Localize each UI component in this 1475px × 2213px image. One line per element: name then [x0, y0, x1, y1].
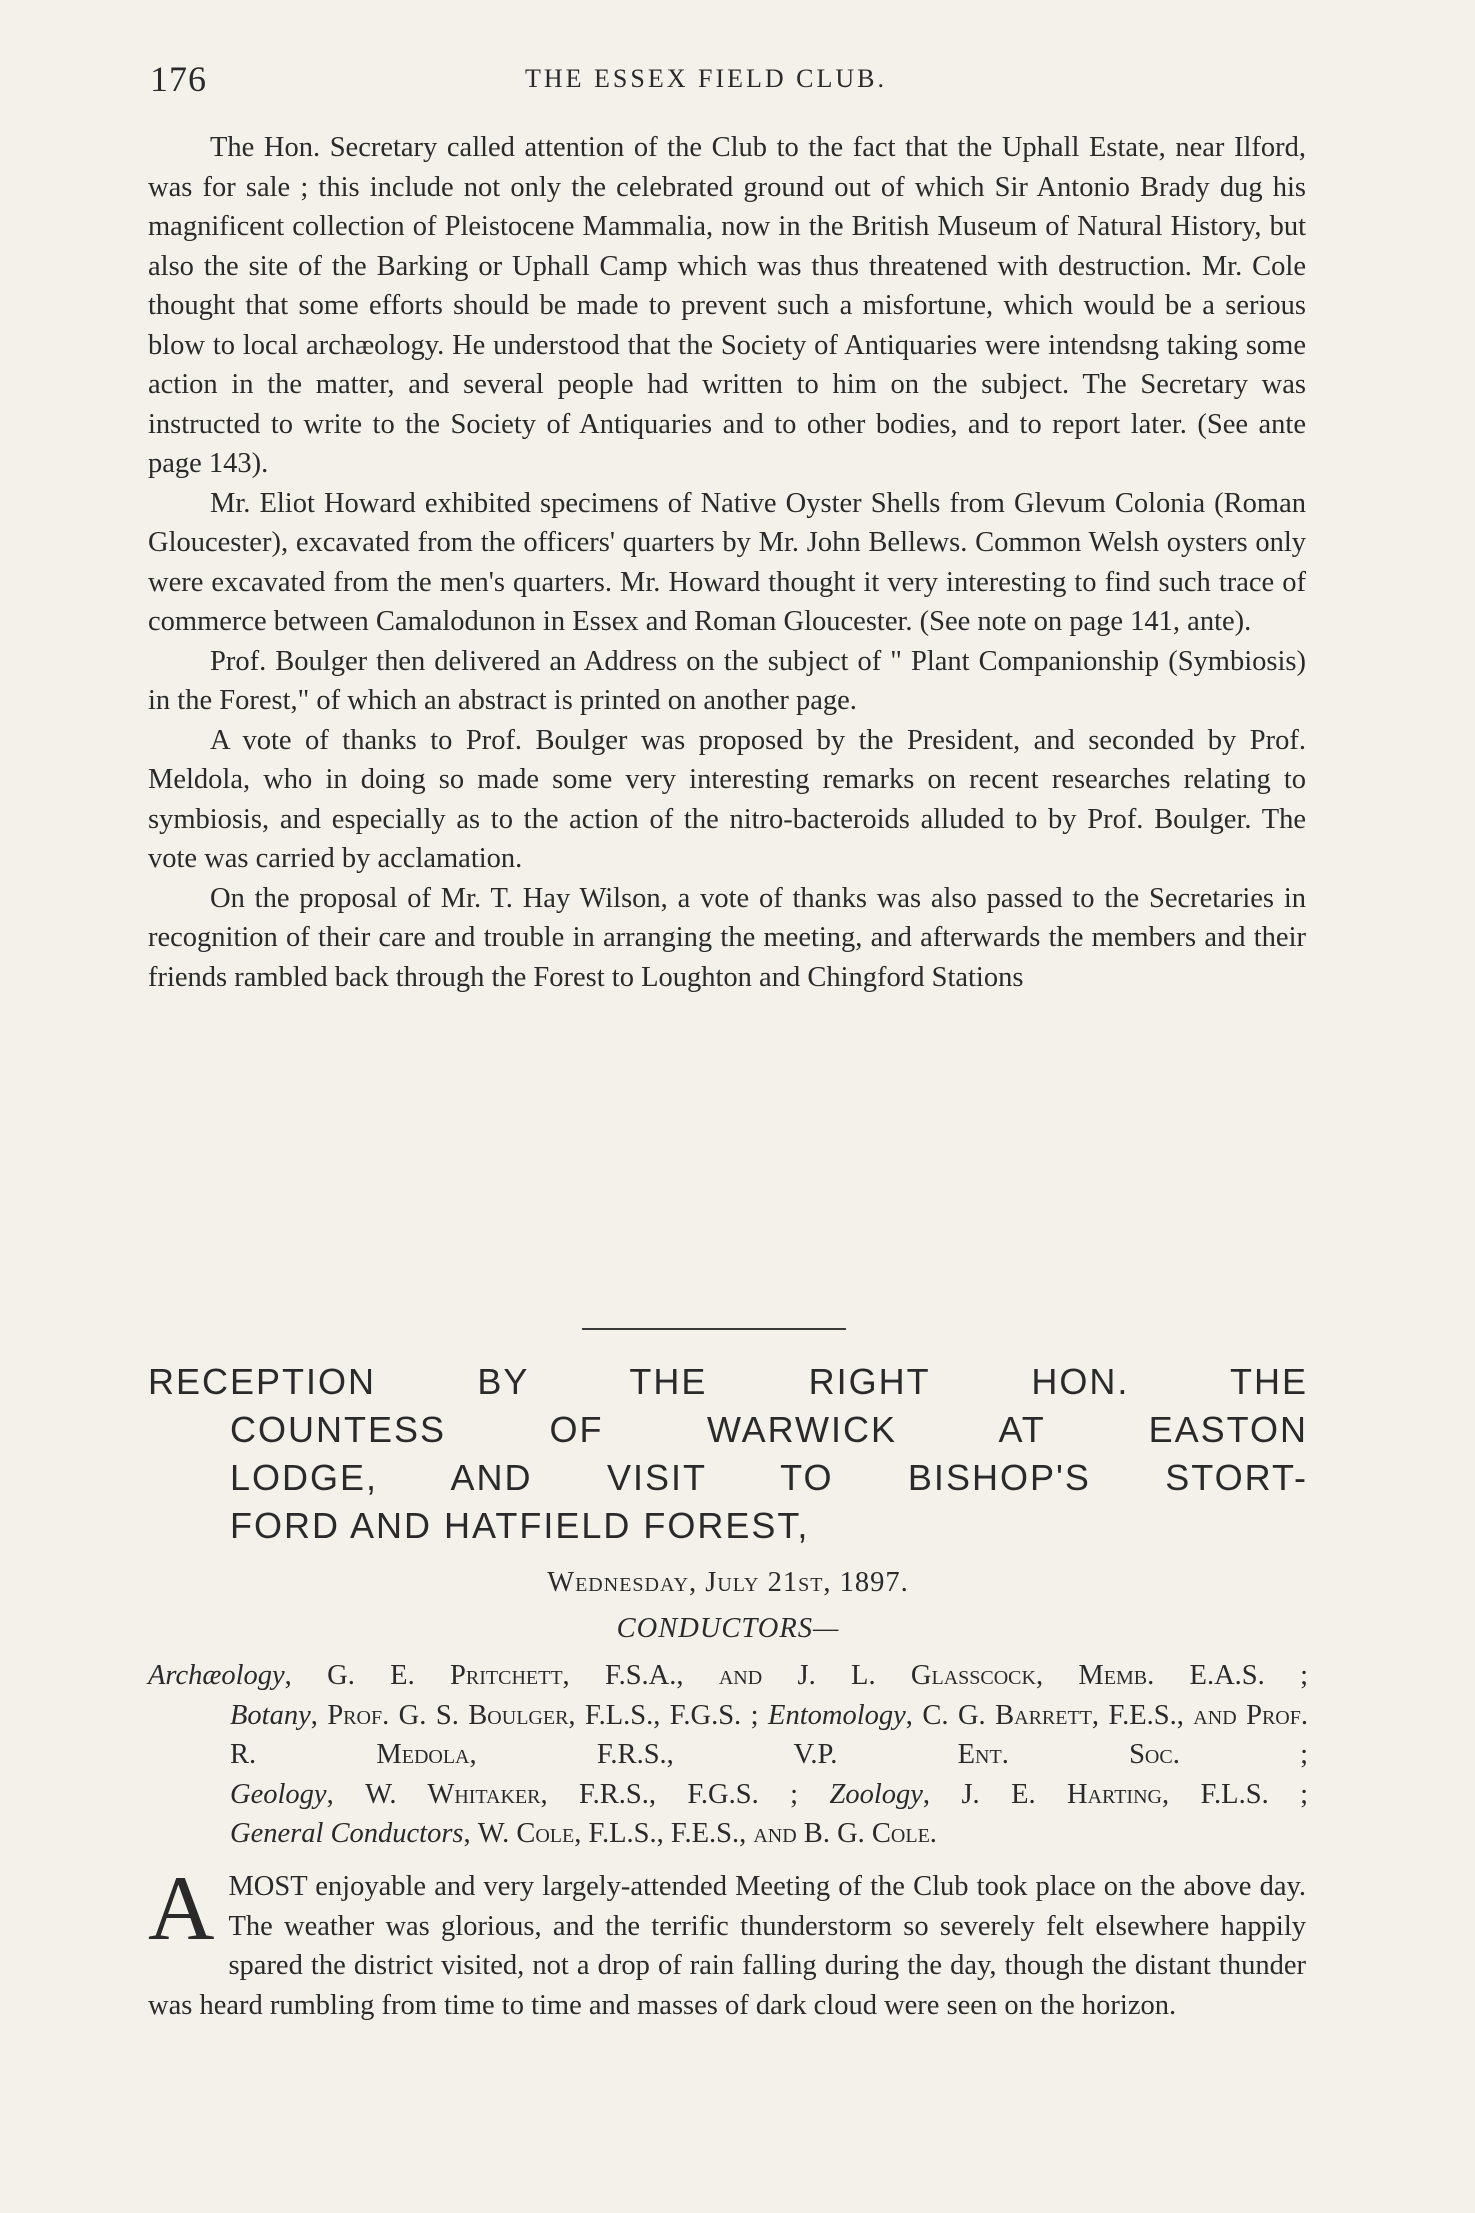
page-number: 176	[150, 59, 207, 99]
conductor-field: Archæology	[148, 1660, 285, 1691]
conductor-names: Prof. G. S. Boulger, F.L.S., F.G.S. ;	[327, 1699, 759, 1731]
opening-text: MOST enjoyable and very largely-attended Meeting of the Club took place on the above day. The weather was glorious, and the terrific thunderstorm so severely felt elsewhere happily spared the district visited, not a drop of rain falling during the day, though the distant thunder was heard rumbling from time to time and masses of dark cloud were seen on the horizon.	[148, 1871, 1306, 2021]
drop-cap: A	[148, 1857, 215, 1959]
conductor-names: C. G. Barrett, F.E.S., and Prof. R. Medola, F.R.S., V.P. Ent. Soc. ;	[230, 1699, 1308, 1770]
paragraph-uphall-estate: The Hon. Secretary called attention of the Club to the fact that the Uphall Estate, near Ilford, was for sale ; this include not only the celebrated ground out of which Sir Antonio Brady dug his magnificent collection of Pleistocene Mammalia, now in the British Museum of Natural History, but also the site of the Barking or Uphall Camp which was thus threatened with destruction. Mr. Cole thought that some efforts should be made to prevent such a misfortune, which would be a serious blow to local archæology. He understood that the Society of Antiquaries were intendsng taking some action in the matter, and several people had written to him on the subject. The Secretary was instructed to write to the Society of Antiquaries and to other bodies, and to report later. (See ante page 143).	[148, 132, 1306, 479]
conductors-list	[148, 1656, 1308, 1854]
paragraph-boulger-address: Prof. Boulger then delivered an Address on the subject of " Plant Companionship (Symbiosis) in the Forest," of which an abstract is printed on another page.	[148, 645, 1306, 716]
conductor-field: General Conductors	[230, 1818, 464, 1849]
paragraph-vote-of-thanks: A vote of thanks to Prof. Boulger was proposed by the President, and seconded by Prof. Meldola, who in doing so made some very interesting remarks on recent researches relating to symbiosis, and especially as to the action of the nitro-bacteroids alluded to by Prof. Boulger. The vote was carried by acclamation.	[148, 724, 1306, 874]
conductors-line: Botany, Prof. G. S. Boulger, F.L.S., F.G.S. ; Entomology, C. G. Barrett, F.E.S., and Prof. R. Medola, F.R.S., V.P. Ent. Soc. ;	[230, 1699, 1308, 1770]
conductor-names: G. E. Pritchett, F.S.A., and J. L. Glasscock, Memb. E.A.S. ;	[327, 1660, 1309, 1691]
running-header	[150, 58, 1310, 108]
conductor-field: Geology	[230, 1778, 327, 1810]
heading-line: RECEPTION BY THE RIGHT HON. THE	[148, 1361, 1308, 1402]
conductors-line: General Conductors, W. Cole, F.L.S., F.E.S., and B. G. Cole.	[230, 1818, 937, 1849]
minutes-text	[148, 128, 1306, 997]
section-divider	[582, 1328, 846, 1330]
heading-line: COUNTESS OF WARWICK AT EASTON	[230, 1409, 1308, 1450]
section-heading	[148, 1358, 1308, 1550]
conductor-names: W. Cole, F.L.S., F.E.S., and B. G. Cole.	[477, 1818, 937, 1849]
conductor-field: Entomology	[768, 1699, 906, 1731]
conductor-names: J. E. Harting, F.L.S. ;	[961, 1778, 1309, 1810]
conductors-title: CONDUCTORS—	[616, 1613, 840, 1644]
heading-line: FORD AND HATFIELD FOREST,	[230, 1505, 810, 1546]
conductors-line: Archæology, G. E. Pritchett, F.S.A., and J. L. Glasscock, Memb. E.A.S. ;	[148, 1660, 1309, 1691]
conductor-field: Zoology	[829, 1778, 923, 1810]
conductor-names: W. Whitaker, F.R.S., F.G.S. ;	[365, 1778, 799, 1810]
paragraph-oyster-shells: Mr. Eliot Howard exhibited specimens of Native Oyster Shells from Glevum Colonia (Roman Gloucester), excavated from the officers' quarters by Mr. John Bellews. Common Welsh oysters only were excavated from the men's quarters. Mr. Howard thought it very interesting to find such trace of commerce between Camalodunon in Essex and Roman Gloucester. (See note on page 141, ante).	[148, 487, 1306, 637]
meeting-date: Wednesday, July 21st, 1897.	[547, 1567, 909, 1598]
journal-title: THE ESSEX FIELD CLUB.	[525, 64, 887, 93]
conductor-field: Botany	[230, 1699, 311, 1731]
conductors-line: Geology, W. Whitaker, F.R.S., F.G.S. ; Zoology, J. E. Harting, F.L.S. ;	[230, 1778, 1309, 1810]
paragraph-secretaries-thanks: On the proposal of Mr. T. Hay Wilson, a vote of thanks was also passed to the Secretaries in recognition of their care and trouble in arranging the meeting, and afterwards the members and their friends rambled back through the Forest to Loughton and Chingford Stations	[148, 882, 1306, 993]
opening-paragraph	[148, 1857, 1306, 2025]
heading-line: LODGE, AND VISIT TO BISHOP'S STORT-	[230, 1457, 1308, 1498]
